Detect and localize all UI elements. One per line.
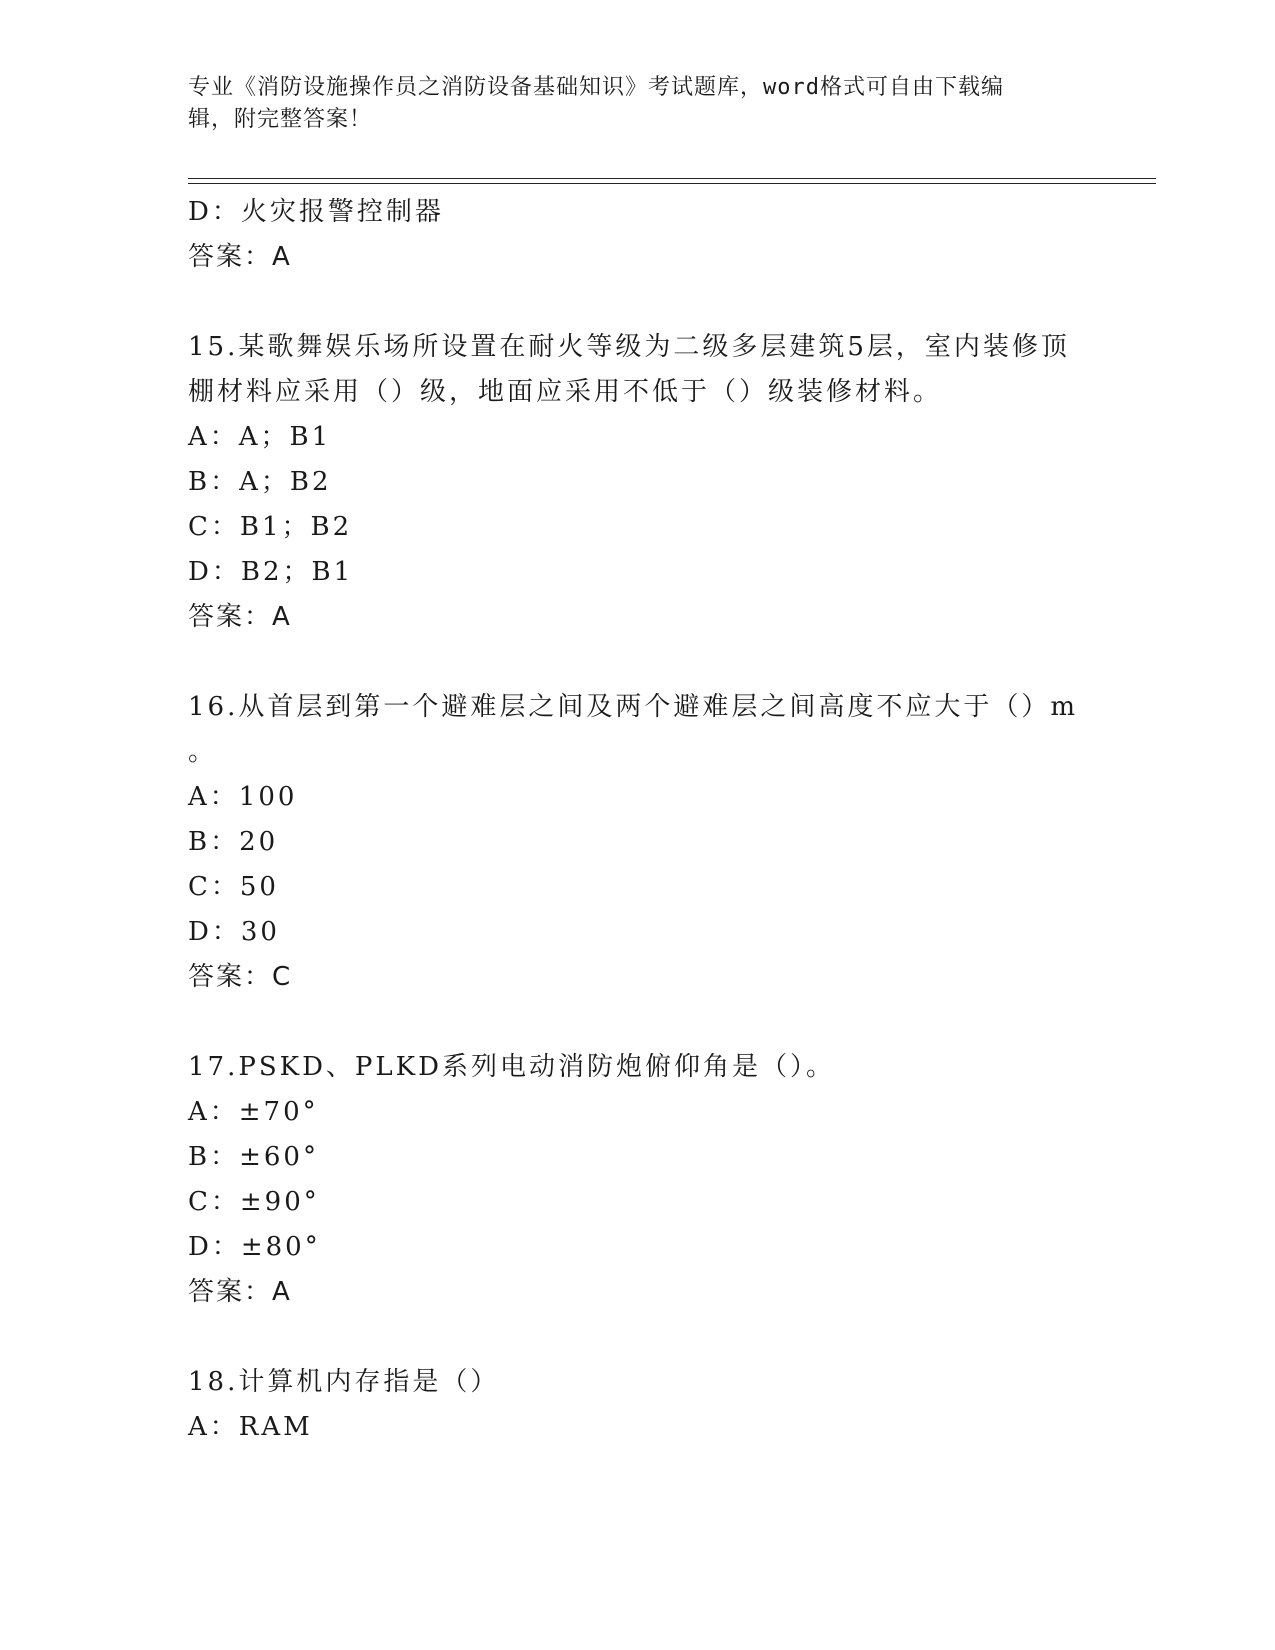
answer-line: 答案：C — [188, 962, 293, 992]
option-d: D：30 — [188, 917, 280, 947]
spacer — [188, 1315, 1088, 1360]
option-a: A：RAM — [188, 1412, 313, 1442]
question-17 — [188, 1045, 1088, 1315]
spacer — [188, 280, 1088, 325]
option-a: A：A；B1 — [188, 422, 332, 452]
option-c: C：50 — [188, 872, 279, 902]
option-d: D：±80° — [188, 1232, 321, 1262]
question-stem: 15.某歌舞娱乐场所设置在耐火等级为二级多层建筑5层，室内装修顶 — [188, 332, 1070, 362]
question-15 — [188, 325, 1088, 640]
option-a: A：100 — [188, 782, 298, 812]
answer-line: 答案：A — [188, 242, 292, 272]
question-stem: 16.从首层到第一个避难层之间及两个避难层之间高度不应大于（）m — [188, 692, 1079, 722]
option-a: A：±70° — [188, 1097, 319, 1127]
question-list — [188, 190, 1088, 1450]
question-stem-continued: 。 — [188, 737, 218, 767]
header-divider-bottom — [188, 183, 1156, 184]
option-b: B：±60° — [188, 1142, 319, 1172]
header-line-1: 专业《消防设施操作员之消防设备基础知识》考试题库，word格式可自由下载编 — [188, 75, 1004, 100]
question-stem: 18.计算机内存指是（） — [188, 1367, 500, 1397]
document-header — [188, 72, 1068, 136]
header-divider-top — [188, 178, 1156, 179]
question-16 — [188, 685, 1088, 1000]
header-line-2: 辑，附完整答案！ — [188, 107, 373, 132]
spacer — [188, 1000, 1088, 1045]
question-stem-continued: 棚材料应采用（）级，地面应采用不低于（）级装修材料。 — [188, 377, 943, 407]
option-c: C：±90° — [188, 1187, 320, 1217]
question-18 — [188, 1360, 1088, 1450]
option-b: B：A；B2 — [188, 467, 332, 497]
option-d: D：B2；B1 — [188, 557, 354, 587]
option-b: B：20 — [188, 827, 279, 857]
answer-line: 答案：A — [188, 602, 292, 632]
answer-line: 答案：A — [188, 1277, 292, 1307]
question-stem: 17.PSKD、PLKD系列电动消防炮俯仰角是（）。 — [188, 1052, 835, 1082]
option-c: C：B1；B2 — [188, 512, 353, 542]
spacer — [188, 640, 1088, 685]
option-d: D：火灾报警控制器 — [188, 197, 444, 227]
previous-question-tail — [188, 190, 1088, 280]
